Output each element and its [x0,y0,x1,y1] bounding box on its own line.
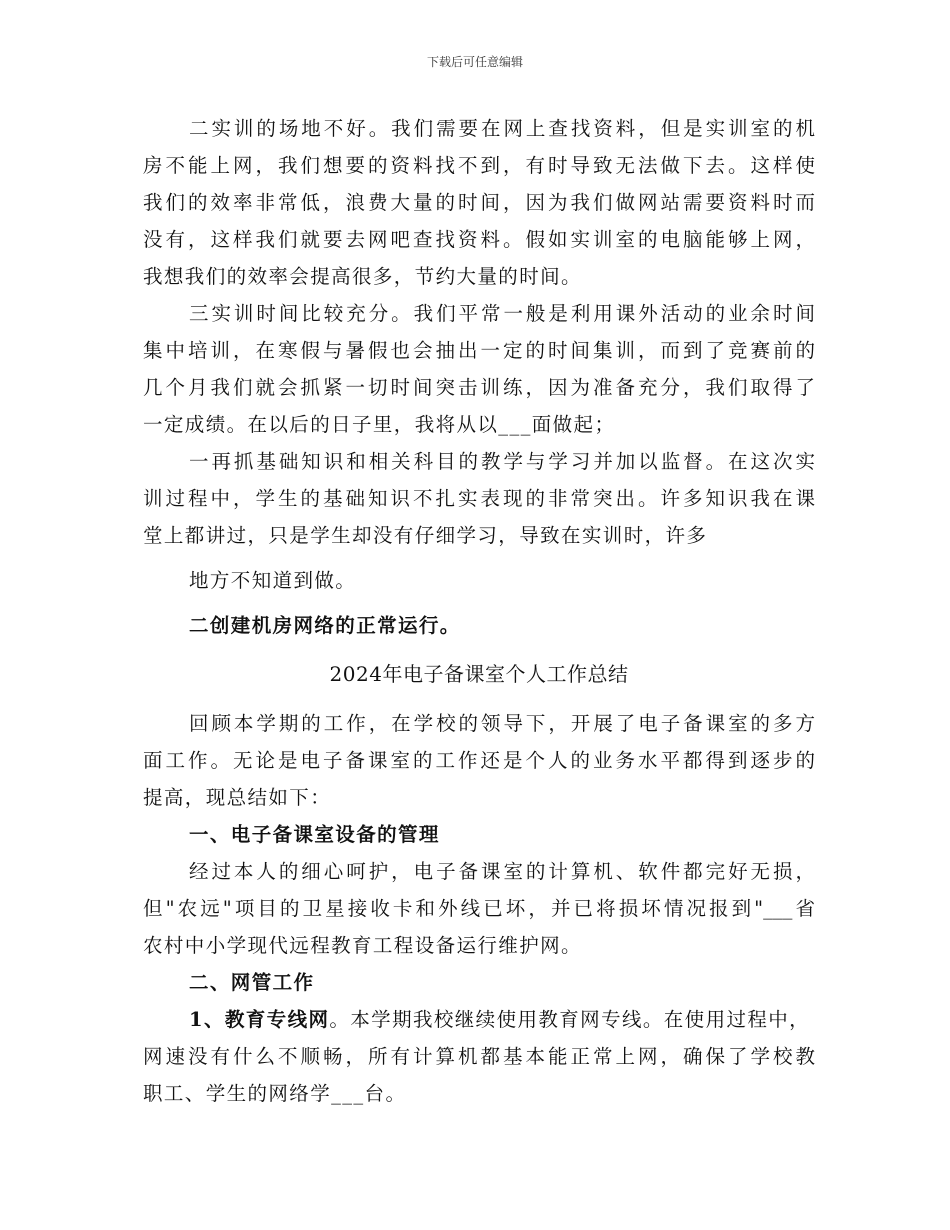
paragraph-line: 职工、学生的网络学___台。 [143,1082,407,1105]
paragraph-line: 回顾本学期的工作，在学校的领导下，开展了电子备课室的多方 [189,712,815,735]
paragraph-line: 农村中小学现代远程教育工程设备运行维护网。 [143,934,582,957]
document-body [143,110,815,1112]
paragraph-line: 我想我们的效率会提高很多，节约大量的时间。 [143,265,582,288]
paragraph-line: 面工作。无论是电子备课室的工作还是个人的业务水平都得到逐步的 [143,749,815,772]
paragraph-line: 一定成绩。在以后的日子里，我将从以___面做起； [143,413,616,436]
paragraph-line: 经过本人的细心呵护，电子备课室的计算机、软件都完好无损， [189,860,815,883]
paragraph-line: 堂上都讲过，只是学生却没有仔细学习，导致在实训时，许多 [143,524,708,547]
paragraph-line: 一再抓基础知识和相关科目的教学与学习并加以监督。在这次实 [189,450,815,473]
section-heading: 二、网管工作 [189,971,315,994]
document-title: 2024年电子备课室个人工作总结 [329,662,629,686]
inline-text: 。本学期我校继续使用教育网专线。在使用过程中， [329,1008,811,1031]
paragraph-line: 网速没有什么不顺畅，所有计算机都基本能正常上网，确保了学校教 [143,1045,815,1068]
paragraph-line: 集中培训，在寒假与暑假也会抽出一定的时间集训，而到了竞赛前的 [143,339,815,362]
paragraph-line: 训过程中，学生的基础知识不扎实表现的非常突出。许多知识我在课 [143,487,815,510]
paragraph-line [143,1001,815,1038]
paragraph-line: 但"农远"项目的卫星接收卡和外线已坏，并已将损坏情况报到"___省 [143,897,815,920]
section-heading: 一、电子备课室设备的管理 [189,823,440,846]
paragraph-line: 二实训的场地不好。我们需要在网上查找资料，但是实训室的机 [189,117,815,140]
paragraph-line: 房不能上网，我们想要的资料找不到，有时导致无法做下去。这样使 [143,154,815,177]
paragraph-line: 几个月我们就会抓紧一切时间突击训练，因为准备充分，我们取得了 [143,376,815,399]
paragraph-line: 没有，这样我们就要去网吧查找资料。假如实训室的电脑能够上网， [143,228,815,251]
paragraph-line: 我们的效率非常低，浪费大量的时间，因为我们做网站需要资料时而 [143,191,815,214]
page-header-note: 下载后可任意编辑 [426,55,523,69]
paragraph-line: 提高，现总结如下： [143,786,332,809]
paragraph-line: 地方不知道到做。 [189,569,357,592]
section-heading: 二创建机房网络的正常运行。 [189,614,461,637]
paragraph-line: 三实训时间比较充分。我们平常一般是利用课外活动的业余时间 [189,302,815,325]
inline-heading: 1、教育专线网 [189,1008,330,1031]
